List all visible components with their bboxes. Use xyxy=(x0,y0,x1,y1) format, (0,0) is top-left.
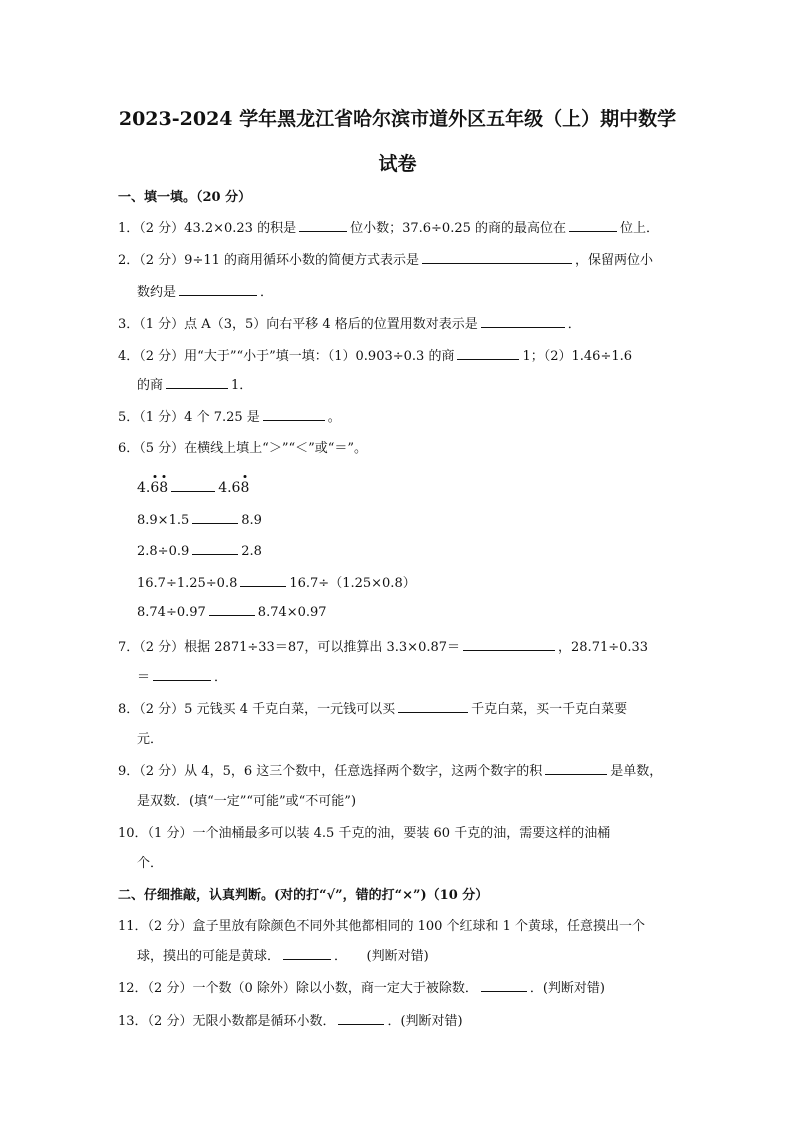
question-1: 1．（2 分）43.2×0.23 的积是 位小数；37.6÷0.25 的商的最高位在 位上． xyxy=(118,221,660,236)
answer-blank xyxy=(481,979,527,992)
question-4: 4．（2 分）用“大于”“小于”填一填：（1）0.903÷0.3 的商 1；（2）1.46÷1.6 xyxy=(118,349,633,364)
question-7-continued: ＝ ． xyxy=(137,670,228,685)
section-2-heading: 二、仔细推敲，认真判断。(对的打“√”，错的打“×”)（10 分） xyxy=(118,888,489,903)
answer-blank xyxy=(179,283,257,296)
question-6: 6．（5 分）在横线上填上“＞”“＜”或“＝”。 xyxy=(118,441,368,456)
question-5: 5．（1 分）4 个 7.25 是 。 xyxy=(118,410,341,425)
answer-blank xyxy=(166,376,228,389)
question-8: 8．（2 分）5 元钱买 4 千克白菜，一元钱可以买 千克白菜，买一千克白菜要 xyxy=(118,702,628,717)
answer-blank xyxy=(192,511,238,524)
question-10: 10．（1 分）一个油桶最多可以装 4.5 千克的油，要装 60 千克的油，需要这样的油桶 xyxy=(118,826,611,841)
answer-blank xyxy=(263,408,325,421)
question-12: 12．（2 分）一个数（0 除外）除以小数，商一定大于被除数． ．(判断对错) xyxy=(118,981,606,996)
question-3: 3．（1 分）点 A（3，5）向右平移 4 格后的位置用数对表示是 ． xyxy=(118,317,581,332)
question-10-continued: 个． xyxy=(137,856,164,871)
answer-blank xyxy=(545,762,607,775)
comparison-row-4: 16.7÷1.25÷0.8 16.7÷（1.25×0.8） xyxy=(137,576,416,591)
comparison-row-1: 4.68 4.68 xyxy=(137,480,250,496)
question-7: 7．（2 分）根据 2871÷33＝87，可以推算出 3.3×0.87＝ ，28.71÷0.33 xyxy=(118,640,649,655)
answer-blank xyxy=(192,542,238,555)
answer-blank xyxy=(283,947,331,960)
question-11: 11．（2 分）盒子里放有除颜色不同外其他都相同的 100 个红球和 1 个黄球，任意摸出一个 xyxy=(118,919,646,934)
question-9: 9．（2 分）从 4，5，6 这三个数中，任意选择两个数字，这两个数字的积 是单数， xyxy=(118,764,663,779)
question-8-continued: 元． xyxy=(137,732,164,747)
question-4-continued: 的商 1． xyxy=(137,378,253,393)
answer-blank xyxy=(481,315,565,328)
question-13: 13．（2 分）无限小数都是循环小数． ．(判断对错) xyxy=(118,1014,463,1029)
section-1-heading: 一、填一填。（20 分） xyxy=(118,190,252,205)
comparison-row-2: 8.9×1.5 8.9 xyxy=(137,513,262,528)
answer-blank xyxy=(422,251,572,264)
question-2: 2．（2 分）9÷11 的商用循环小数的简便方式表示是 ，保留两位小 xyxy=(118,253,654,268)
answer-blank xyxy=(398,700,468,713)
question-9-continued: 是双数．(填“一定”“可能”或“不可能”) xyxy=(137,794,357,809)
answer-blank xyxy=(171,479,215,492)
comparison-row-5: 8.74÷0.97 8.74×0.97 xyxy=(137,605,327,620)
answer-blank xyxy=(463,638,555,651)
answer-blank xyxy=(240,574,286,587)
answer-blank xyxy=(569,219,617,232)
answer-blank xyxy=(338,1012,384,1025)
answer-blank xyxy=(153,668,211,681)
page-title-continued: 试卷 xyxy=(378,153,417,175)
page-title: 2023-2024 学年黑龙江省哈尔滨市道外区五年级（上）期中数学 xyxy=(118,108,677,130)
answer-blank xyxy=(209,603,255,616)
comparison-row-3: 2.8÷0.9 2.8 xyxy=(137,544,262,559)
question-2-continued: 数约是 ． xyxy=(137,285,274,300)
answer-blank xyxy=(299,219,347,232)
answer-blank xyxy=(457,347,519,360)
question-11-continued: 球，摸出的可能是黄球． ． (判断对错) xyxy=(137,949,429,964)
